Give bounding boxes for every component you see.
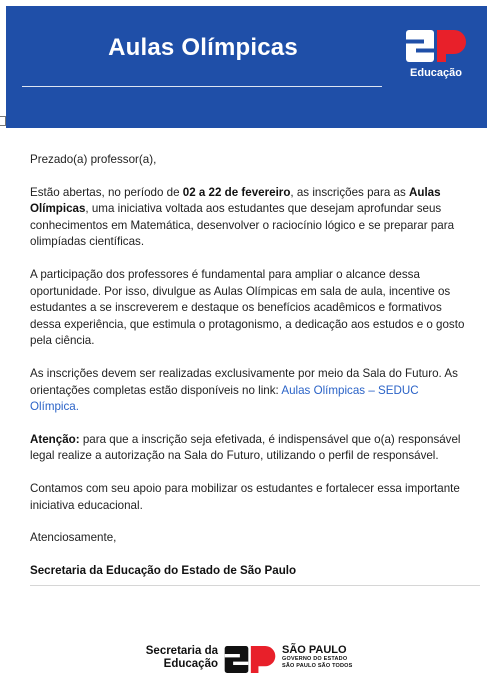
footer-logos	[138, 642, 360, 676]
paragraph-link: As inscrições devem ser realizadas exclusivamente por meio da Sala do Futuro. As orientações completas estão disponíveis no link: Aulas Olímpicas – SEDUC Olímpica.	[30, 366, 458, 414]
header-banner	[6, 6, 487, 128]
footer-state-label: SÃO PAULO GOVERNO DO ESTADO SÃO PAULO SÃO TODOS	[282, 644, 353, 669]
title-underline	[22, 86, 382, 87]
message-body	[30, 152, 467, 595]
paragraph-closing: Contamos com seu apoio para mobilizar os estudantes e fortalecer essa importante iniciativa educacional.	[30, 481, 460, 512]
footer-secretaria-label: Secretaria da Educação	[145, 645, 218, 670]
attention-label: Atenção:	[30, 432, 80, 446]
paragraph-registration: Estão abertas, no período de 02 a 22 de fevereiro, as inscrições para as Aulas Olímpicas, uma iniciativa voltada aos estudantes que desejam aprofundar seus conhecimentos em Matemática, desenvolver o raciocínio lógico e se preparar para olimpíadas científicas.	[30, 185, 455, 249]
program-link[interactable]: Aulas Olímpicas – SEDUC Olímpica.	[30, 383, 419, 414]
page-title: Aulas Olímpicas	[108, 34, 298, 61]
greeting: Prezado(a) professor(a),	[30, 153, 157, 166]
program-name: Aulas Olímpicas	[30, 185, 441, 216]
footer-sp-logo-icon	[224, 646, 276, 673]
paragraph-attention: Atenção: para que a inscrição seja efetivada, é indispensável que o(a) responsável legal realize a autorização na Sala do Futuro, utilizando o perfil de responsável.	[30, 432, 461, 463]
anchor-marker	[0, 116, 6, 126]
educacao-logo	[404, 30, 468, 86]
sp-logo-icon	[406, 30, 466, 62]
closing-salutation: Atenciosamente,	[30, 531, 117, 545]
logo-label: Educação	[410, 67, 462, 79]
paragraph-teachers: A participação dos professores é fundamental para ampliar o alcance dessa oportunidade. Por isso, divulgue as Aulas Olímpicas em sala de aula, incentive os estudantes a se inscreverem e destaque os benefícios acadêmicos e formativos dessa experiência, que estimula o protagonismo, a dedicação aos estudos e o gosto pela ciência.	[30, 267, 465, 348]
registration-dates: 02 a 22 de fevereiro	[182, 185, 291, 199]
footer-divider	[30, 585, 480, 586]
signature: Secretaria da Educação do Estado de São Paulo	[30, 563, 297, 577]
